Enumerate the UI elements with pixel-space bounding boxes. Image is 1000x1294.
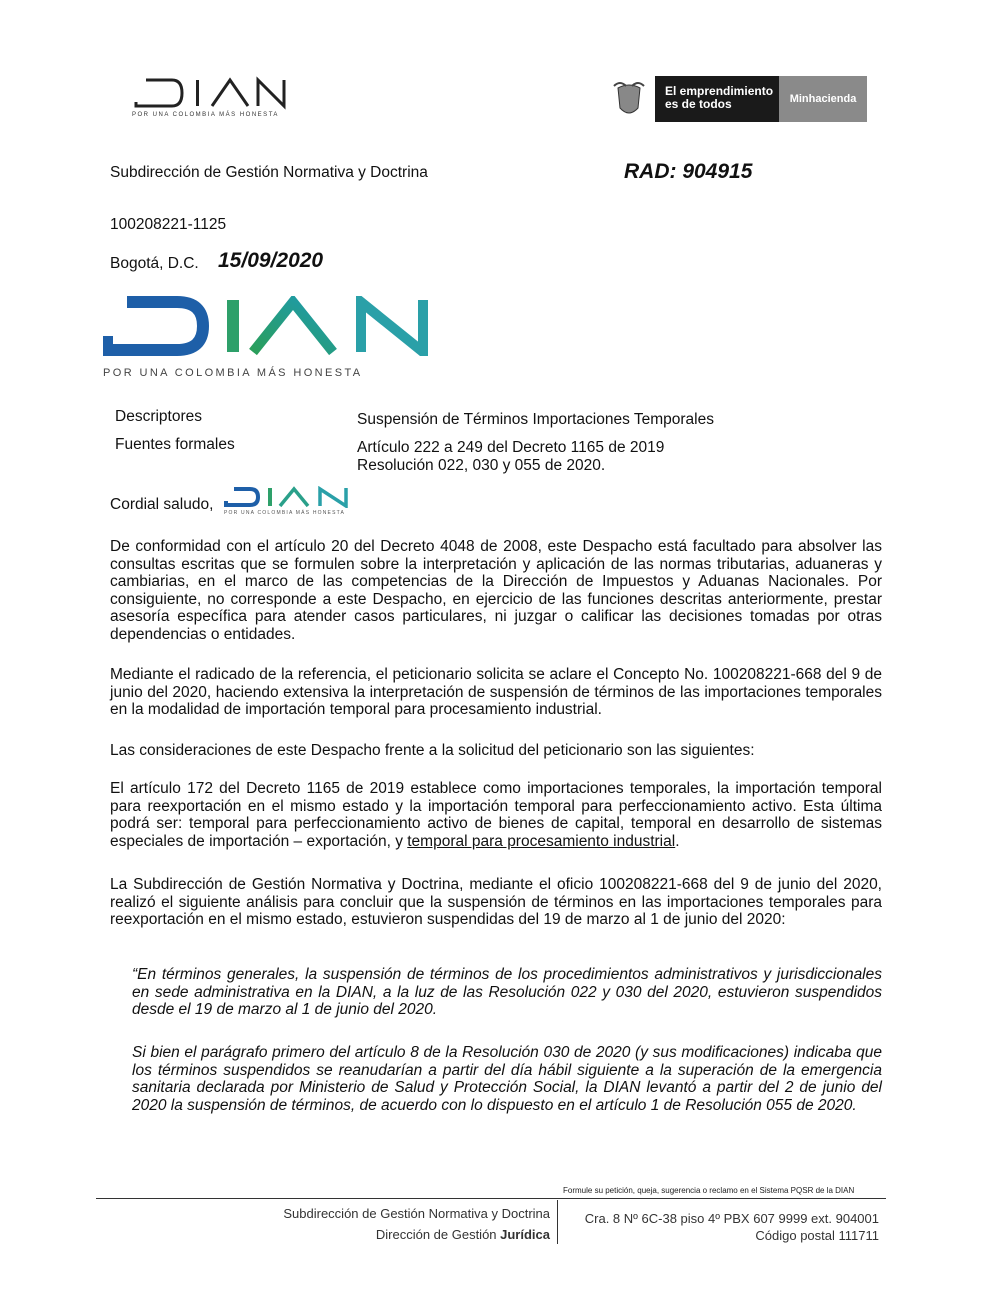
sources-line1: Artículo 222 a 249 del Decreto 1165 de 2019 — [357, 439, 665, 456]
paragraph-considerations: Las consideraciones de este Despacho frente a la solicitud del peticionario son las siguientes: — [110, 742, 755, 759]
quote-paragraph-1: “En términos generales, la suspensión de términos de los procedimientos administrativos y jurisdiccionales en sede administrativa en la DIAN, a la luz de las Resolución 022 y 030 del 2020, estuvieron suspendidos desde el 19 de marzo al 1 de junio del 2020. — [132, 966, 882, 1019]
quote-paragraph-2: Si bien el parágrafo primero del artículo 8 de la Resolución 030 de 2020 (y sus modificaciones) indicaba que los términos suspendidos se reanudarían a partir del día hábil siguiente a la superación de la emergencia sanitaria declarada por Ministerio de Salud y Protección Social, la DIAN levantó a partir del 2 de junio del 2020 la suspensión de términos, de acuerdo con lo dispuesto en el artículo 1 de Resolución 055 de 2020. — [132, 1044, 882, 1114]
footer-pqsr-note: Formule su petición, queja, sugerencia o reclamo en el Sistema PQSR de la DIAN — [563, 1186, 855, 1195]
subdirection: Subdirección de Gestión Normativa y Doctrina — [110, 164, 428, 181]
colombia-coat-of-arms-icon — [612, 80, 646, 120]
paragraph-article-172 — [110, 780, 882, 850]
paragraph-analysis: La Subdirección de Gestión Normativa y Doctrina, mediante el oficio 100208221-668 del 9 de junio del 2020, realizó el siguiente análisis para concluir que la suspensión de términos en las importaciones temporales para reexportación en el mismo estado, estuvieron suspendidas del 19 de marzo al 1 de junio del 2020: — [110, 876, 882, 929]
footer-address: Cra. 8 Nº 6C-38 piso 4º PBX 607 9999 ext. 904001 — [584, 1211, 879, 1226]
large-logo-tagline: POR UNA COLOMBIA MÁS HONESTA — [103, 367, 363, 379]
stamp-logo-tagline: POR UNA COLOMBIA MÁS HONESTA — [224, 510, 346, 516]
sources-line2: Resolución 022, 030 y 055 de 2020. — [357, 457, 606, 474]
greeting: Cordial saludo, — [110, 496, 214, 513]
descriptors-value: Suspensión de Términos Importaciones Temporales — [357, 411, 714, 428]
city: Bogotá, D.C. — [110, 255, 199, 272]
paragraph-request: Mediante el radicado de la referencia, el peticionario solicita se aclare el Concepto No. 100208221-668 del 9 de junio del 2020, haciendo extensiva la interpretación de suspensión de términos de las importaciones temporales en la modalidad de importación temporal para procesamiento industrial. — [110, 666, 882, 719]
gov-banner-line2: es de todos — [665, 97, 732, 111]
article-172-text: El artículo 172 del Decreto 1165 de 2019 establece como importaciones temporales, la importación temporal para reexportación en el mismo estado y la importación temporal para perfeccionamiento activo. Esta última podrá ser: temporal para perfeccionamiento activo de bienes de capital, temporal en desarrollo de sistemas especiales de importación – exportación, y — [110, 780, 882, 850]
article-172-end: . — [675, 832, 680, 850]
dian-logo-large — [103, 296, 439, 356]
footer-direction — [96, 1227, 550, 1242]
small-logo-tagline: POR UNA COLOMBIA MÁS HONESTA — [132, 112, 279, 118]
dian-logo-stamp — [224, 486, 354, 508]
footer-direction-juridica: Jurídica — [500, 1227, 550, 1242]
footer-subdirection: Subdirección de Gestión Normativa y Doctrina — [283, 1206, 550, 1221]
footer-vertical-divider — [557, 1200, 558, 1244]
gov-banner-ministry: Minhacienda — [779, 76, 867, 122]
descriptors-label: Descriptores — [115, 408, 202, 425]
rad-number: RAD: 904915 — [624, 160, 753, 183]
footer-postal-code: Código postal 111711 — [755, 1228, 879, 1243]
date: 15/09/2020 — [218, 249, 324, 272]
article-172-underlined: temporal para procesamiento industrial — [407, 832, 676, 850]
footer-direction-prefix: Dirección de Gestión — [375, 1227, 501, 1242]
reference-number: 100208221-1125 — [110, 216, 227, 233]
sources-label: Fuentes formales — [115, 436, 235, 453]
gov-banner — [655, 76, 779, 122]
footer-divider — [96, 1198, 886, 1199]
dian-logo-small — [132, 76, 292, 110]
paragraph-competence: De conformidad con el artículo 20 del Decreto 4048 de 2008, este Despacho está facultado para absolver las consultas escritas que se formulen sobre la interpretación y aplicación de las normas tributarias, aduaneras y cambiarias, en el marco de las competencias de la Dirección de Impuestos y Aduanas Nacionales. Por consiguiente, no corresponde a este Despacho, en ejercicio de las funciones descritas anteriormente, prestar asesoría específica para atender casos particulares, ni juzgar o calificar las decisiones tomadas por otras dependencias o entidades. — [110, 538, 882, 643]
gov-banner-line1: El emprendimiento — [665, 84, 774, 98]
